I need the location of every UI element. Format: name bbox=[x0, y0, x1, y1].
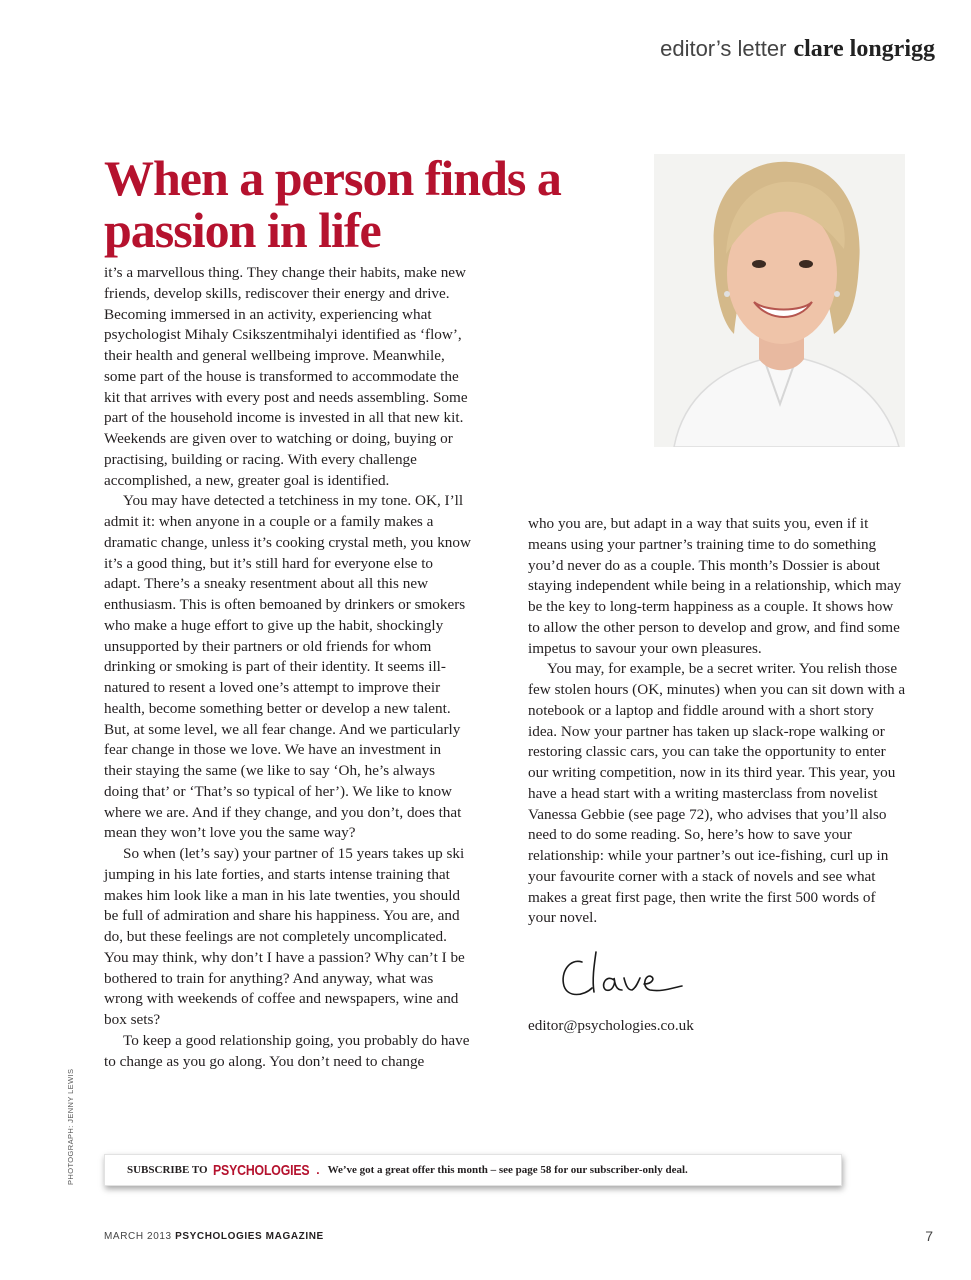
paragraph: To keep a good relationship going, you probably do have to change as you go along. You don’t need to change bbox=[104, 1031, 470, 1070]
subscribe-banner[interactable] bbox=[104, 1154, 842, 1186]
paragraph: You may have detected a tetchiness in my tone. OK, I’ll admit it: when anyone in a couple or a family makes a dramatic change, unless it’s cooking crystal meth, you know it’s a good thing, but it’s still hard for everyone else to adapt. There’s a sneaky resentment about all this new enthusiasm. This is often bemoaned by drinkers or smokers who make a huge effort to give up the habit, shockingly unsupported by their partners or old friends for whom drinking or smoking is part of their identity. It seems ill-natured to resent a loved one’s attempt to improve their health, become something better or develop a new talent. But, at some level, we all fear change. And we particularly fear change in those we love. We have an investment in their staying the same (we like to say ‘Oh, he’s always doing that’ or ‘That’s so typical of her’). We like to know where we are. And if they change, and you don’t, does that mean they won’t love you the same way? bbox=[104, 492, 471, 842]
subscribe-offer: We’ve got a great offer this month – see page 58 for our subscriber-only deal. bbox=[327, 1164, 688, 1176]
brand-dot: . bbox=[316, 1163, 320, 1177]
portrait-photo-icon bbox=[654, 154, 905, 447]
author-name: clare longrigg bbox=[793, 36, 935, 62]
paragraph: it’s a marvellous thing. They change their habits, make new friends, develop skills, rediscover their energy and drive. Becoming immersed in an activity, experiencing what psychologist Mihaly Csikszentmihalyi identified as ‘flow’, their health and general wellbeing improve. Meanwhile, some part of the house is transformed to accommodate the kit that arrives with every post and needs assembling. Some part of the household income is invested in all that new kit. Weekends are given over to watching or doing, buying or practising, building or racing. With every challenge accomplished, a new, greater goal is identified. bbox=[104, 264, 468, 489]
page-number: 7 bbox=[925, 1228, 933, 1244]
article-headline: When a person finds a passion in life bbox=[104, 150, 561, 258]
portrait-photo bbox=[654, 154, 905, 447]
magazine-name: PSYCHOLOGIES MAGAZINE bbox=[175, 1231, 324, 1242]
paragraph: who you are, but adapt in a way that suits you, even if it means using your partner’s training time to do something you’d never do as a couple. This month’s Dossier is about staying independent while being in a relationship, which may be the key to long-term happiness as a couple. It shows how to allow the other person to develop and grow, and find some impetus to savour your own pleasures. bbox=[528, 515, 902, 657]
photo-credit: PHOTOGRAPH: JENNY LEWIS bbox=[66, 1068, 75, 1185]
brand-logo: PSYCHOLOGIES bbox=[212, 1161, 310, 1179]
article-column-left bbox=[104, 263, 472, 1072]
subscribe-label: SUBSCRIBE TO bbox=[127, 1164, 208, 1176]
page-footer bbox=[104, 1231, 324, 1242]
signature bbox=[552, 944, 692, 1004]
editor-email[interactable]: editor@psychologies.co.uk bbox=[528, 1017, 694, 1034]
article-column-right bbox=[528, 514, 906, 929]
issue-date: MARCH 2013 bbox=[104, 1231, 172, 1242]
paragraph: You may, for example, be a secret writer. You relish those few stolen hours (OK, minutes) when you can sit down with a notebook or a laptop and fiddle around with a short story idea. Now your partner has taken up slack-rope walking or restoring classic cars, you can take the opportunity to enter our writing competition, now in its third year. This year, you have a head start with a writing masterclass from novelist Vanessa Gebbie (see page 72), who advises that you’ll also need to do some reading. So, here’s how to save your relationship: while your partner’s out ice-fishing, curl up in your favourite corner with a stack of novels and see what makes a great first page, then write the first 500 words of your novel. bbox=[528, 660, 906, 927]
section-header bbox=[660, 36, 935, 63]
section-label: editor’s letter bbox=[660, 36, 787, 61]
paragraph: So when (let’s say) your partner of 15 years takes up ski jumping in his late forties, and starts intense training that makes him look like a man in his late twenties, you should be full of admiration and share his happiness. You are, and do, but these feelings are not completely uncomplicated. You may think, why don’t I have a passion? Why can’t I be bothered to train for anything? And anyway, what was wrong with weekends of coffee and newspapers, wine and box sets? bbox=[104, 845, 465, 1028]
signature-icon bbox=[552, 944, 692, 1004]
